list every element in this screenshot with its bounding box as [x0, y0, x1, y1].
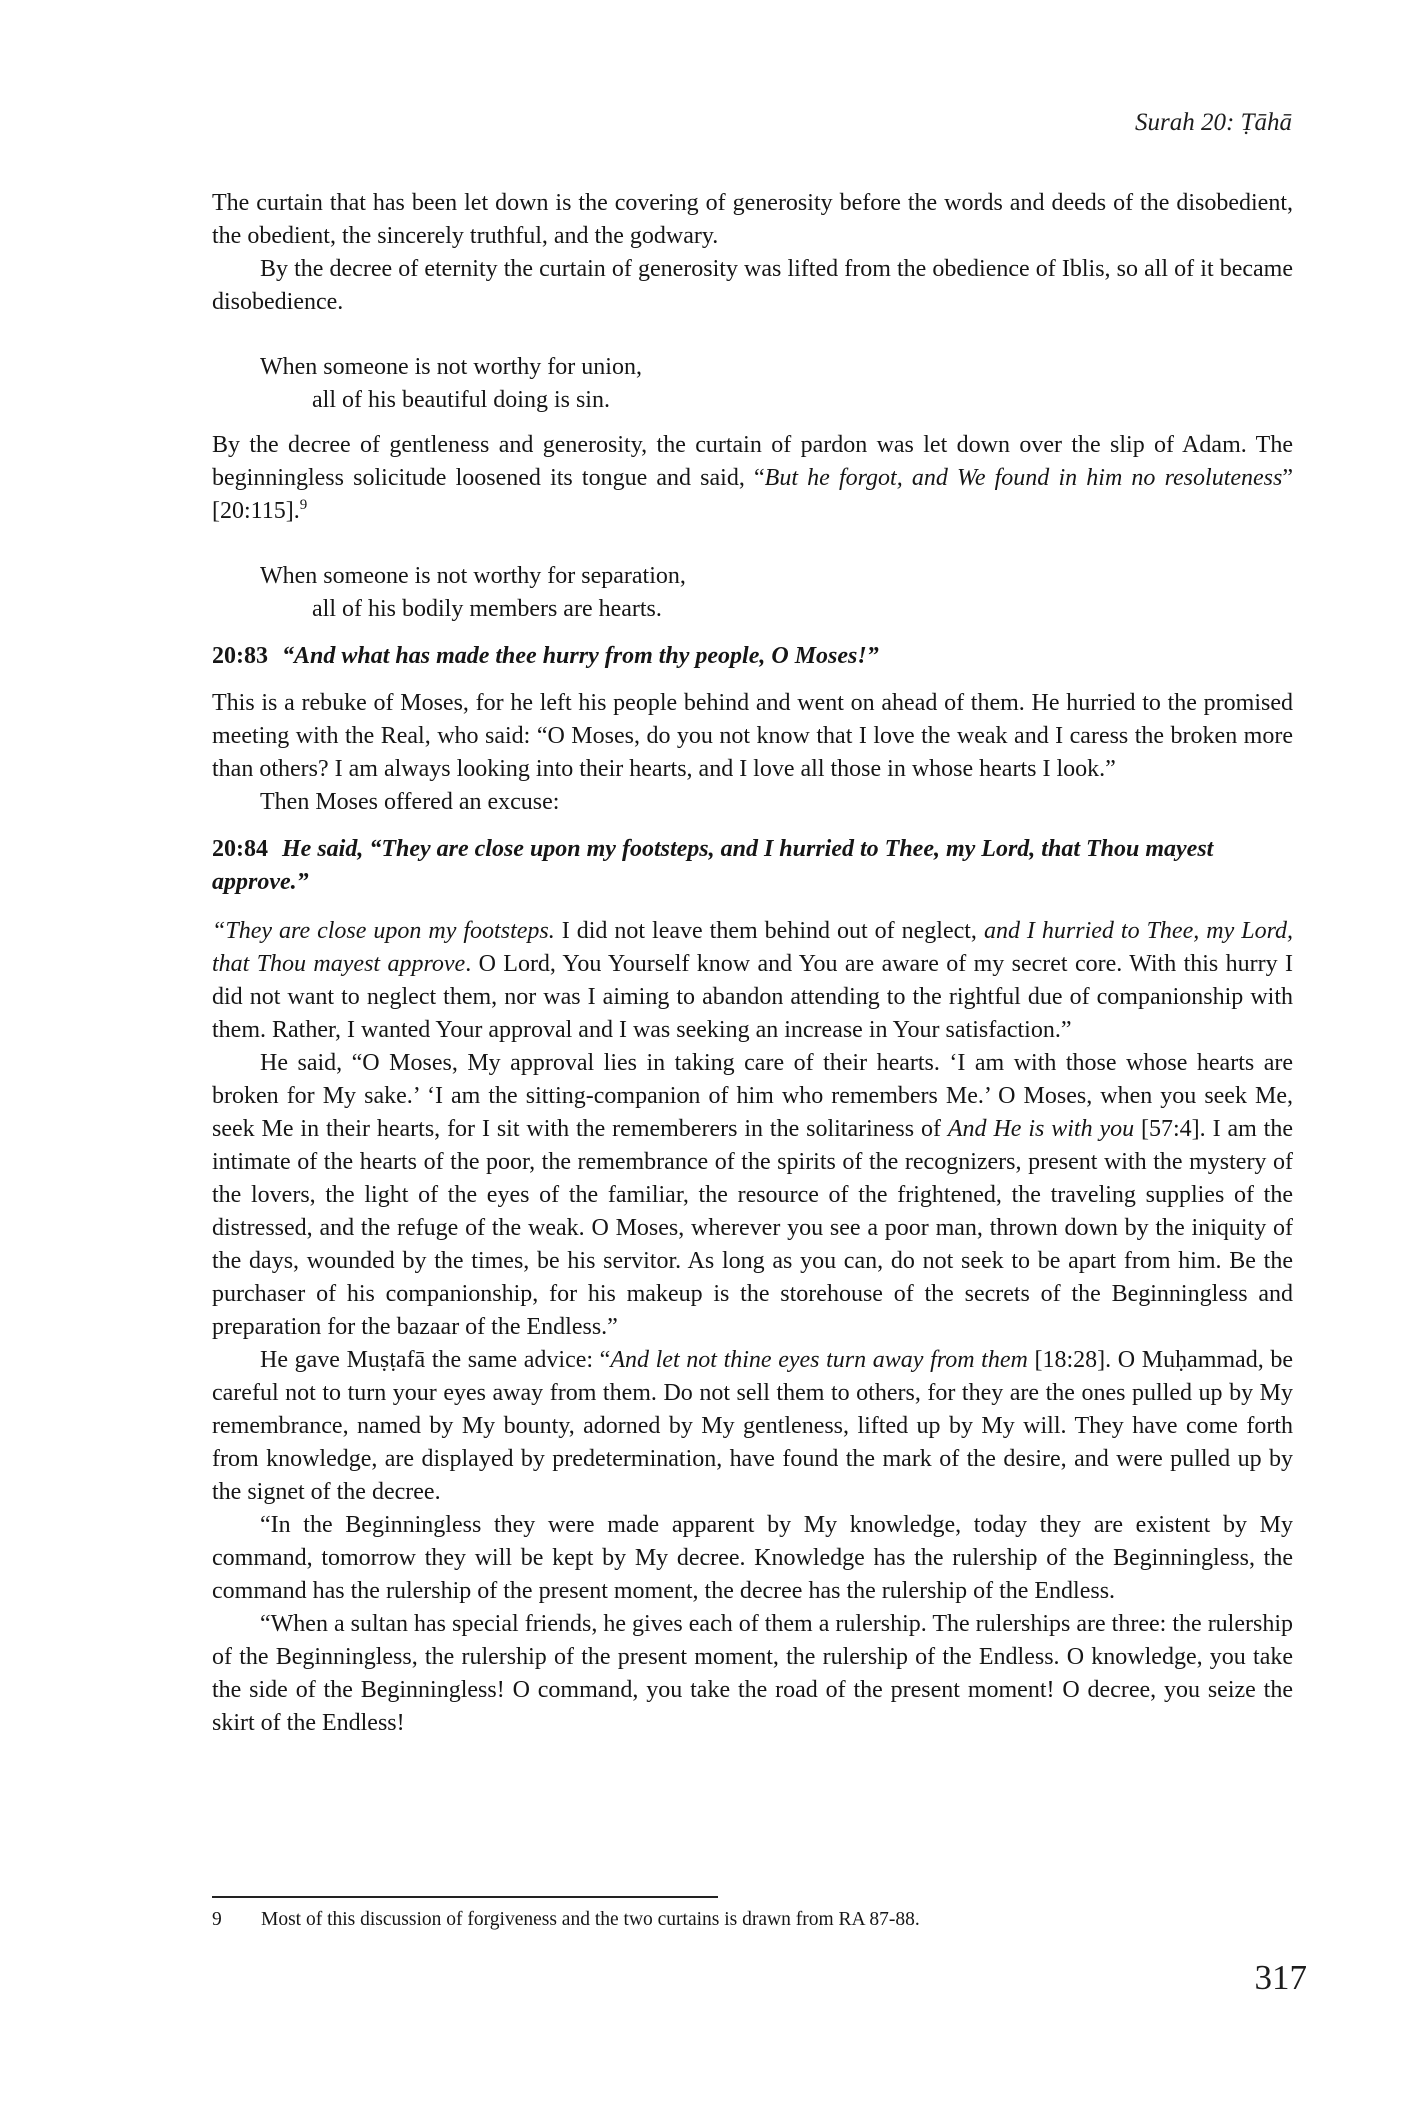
verse-heading-20-83 — [212, 640, 1293, 673]
verse-couplet-separation — [212, 560, 1293, 626]
paragraph-when-a-sultan: “When a sultan has special friends, he gives each of them a rulership. The rulerships are three: the rulership of the Beginningless, the rulership of the present moment, the rulership of the Endless. O knowledge, you take the side of the Beginningless! O command, you take the road of the present moment! O decree, you seize the skirt of the Endless! — [212, 1611, 1293, 1736]
verse-line: When someone is not worthy for union, — [260, 354, 642, 380]
text-run: [18:28]. O Muḥammad, be careful not to turn your eyes away from them. Do not sell them to others, for they are the ones pulled up by My remembrance, named by My bounty, adorned by My gentleness, lifted up by My will. They have come forth from knowledge, are displayed by predetermination, have found the mark of the desire, and were pulled up by the signet of the decree. — [212, 1347, 1293, 1505]
paragraph-decree-of-eternity: By the decree of eternity the curtain of generosity was lifted from the obedience of Iblis, so all of it became disobedience. — [212, 256, 1293, 315]
footnote-text: Most of this discussion of forgiveness and the two curtains is drawn from RA 87-88. — [261, 1909, 920, 1930]
paragraph-rebuke-of-moses: This is a rebuke of Moses, for he left his people behind and went on ahead of them. He hurried to the promised meeting with the Real, who said: “O Moses, do you not know that I love the weak and I caress the broken more than others? I am always looking into their hearts, and I love all those in whose hearts I look.” — [212, 690, 1293, 782]
verse-heading-20-84 — [212, 833, 1293, 899]
verse-line: all of his beautiful doing is sin. — [312, 387, 610, 413]
running-header: Surah 20: Ṭāhā — [1135, 109, 1292, 136]
verse-quote: “And what has made thee hurry from thy people, O Moses!” — [282, 643, 879, 669]
footnote-reference: 9 — [299, 497, 308, 513]
text-run: By the decree of gentleness and generosity, the curtain of pardon was let down over the slip of Adam. The beginningless solicitude loosened its tongue and said, “ — [212, 432, 1293, 491]
verse-number: 20:83 — [212, 643, 268, 669]
quran-quote-italic: and I hurried to Thee, my Lord, that Thou mayest approve — [212, 918, 1294, 977]
text-run: I did not leave them behind out of neglect, — [554, 918, 984, 944]
footnote-separator — [212, 1896, 718, 1898]
verse-number: 20:84 — [212, 836, 268, 862]
paragraph-moses-excuse: Then Moses offered an excuse: — [260, 789, 560, 815]
footnote-area — [212, 1896, 1293, 1932]
page-number: 317 — [1254, 1958, 1307, 1997]
paragraph-decree-of-gentleness — [212, 429, 1293, 528]
verse-line: all of his bodily members are hearts. — [312, 596, 662, 622]
footnote — [212, 1907, 1293, 1932]
paragraph-in-the-beginningless: “In the Beginningless they were made apparent by My knowledge, today they are existent by My command, tomorrow they will be kept by My decree. Knowledge has the rulership of the Beginningless, the command has the rulership of the present moment, the decree has the rulership of the Endless. — [212, 1512, 1293, 1604]
verse-line: When someone is not worthy for separation, — [260, 563, 686, 589]
footnote-number: 9 — [212, 1909, 222, 1930]
text-run: [57:4]. I am the intimate of the hearts of the poor, the remembrance of the spirits of the recognizers, present with the mystery of the lovers, the light of the eyes of the familiar, the resource of the frightened, the traveling supplies of the distressed, and the refuge of the weak. O Moses, wherever you see a poor man, thrown down by the iniquity of the days, wounded by the times, be his servitor. As long as you can, do not seek to be apart from him. Be the purchaser of his companionship, for his makeup is the storehouse of the secrets of the Beginningless and preparation for the bazaar of the Endless.” — [212, 1116, 1293, 1340]
verse-quote: He said, “They are close upon my footsteps, and I hurried to Thee, my Lord, that Thou mayest approve.” — [212, 836, 1214, 895]
paragraph-he-said-o-moses — [212, 1047, 1293, 1344]
text-run: . O Lord, You Yourself know and You are aware of my secret core. With this hurry I did not want to neglect them, nor was I aiming to abandon attending to the rightful due of companionship with them. Rather, I wanted Your approval and I was seeking an increase in Your satisfaction.” — [212, 951, 1293, 1043]
verse-couplet-union — [212, 351, 1293, 417]
quran-quote-italic: But he forgot, and We found in him no resoluteness — [764, 465, 1283, 491]
paragraph-he-gave-mustafa — [212, 1344, 1293, 1509]
text-block — [212, 187, 1293, 1740]
text-run: He said, “O Moses, My approval lies in taking care of their hearts. ‘I am with those whose hearts are broken for My sake.’ ‘I am the sitting-companion of him who remembers Me.’ O Moses, when you seek Me, seek Me in their hearts, for I sit with the rememberers in the solitariness of — [212, 1050, 1293, 1142]
paragraph-they-are-close — [212, 915, 1293, 1047]
quran-quote-italic: And He is with you — [947, 1116, 1135, 1142]
text-run: ” [20:115]. — [212, 465, 1293, 524]
text-run: He gave Muṣṭafā the same advice: “ — [260, 1347, 611, 1373]
paragraph-curtain-let-down: The curtain that has been let down is the covering of generosity before the words and deeds of the disobedient, the obedient, the sincerely truthful, and the godwary. — [212, 190, 1293, 249]
quran-quote-italic: And let not thine eyes turn away from them — [610, 1347, 1028, 1373]
quran-quote-italic: “They are close upon my footsteps. — [212, 918, 555, 944]
